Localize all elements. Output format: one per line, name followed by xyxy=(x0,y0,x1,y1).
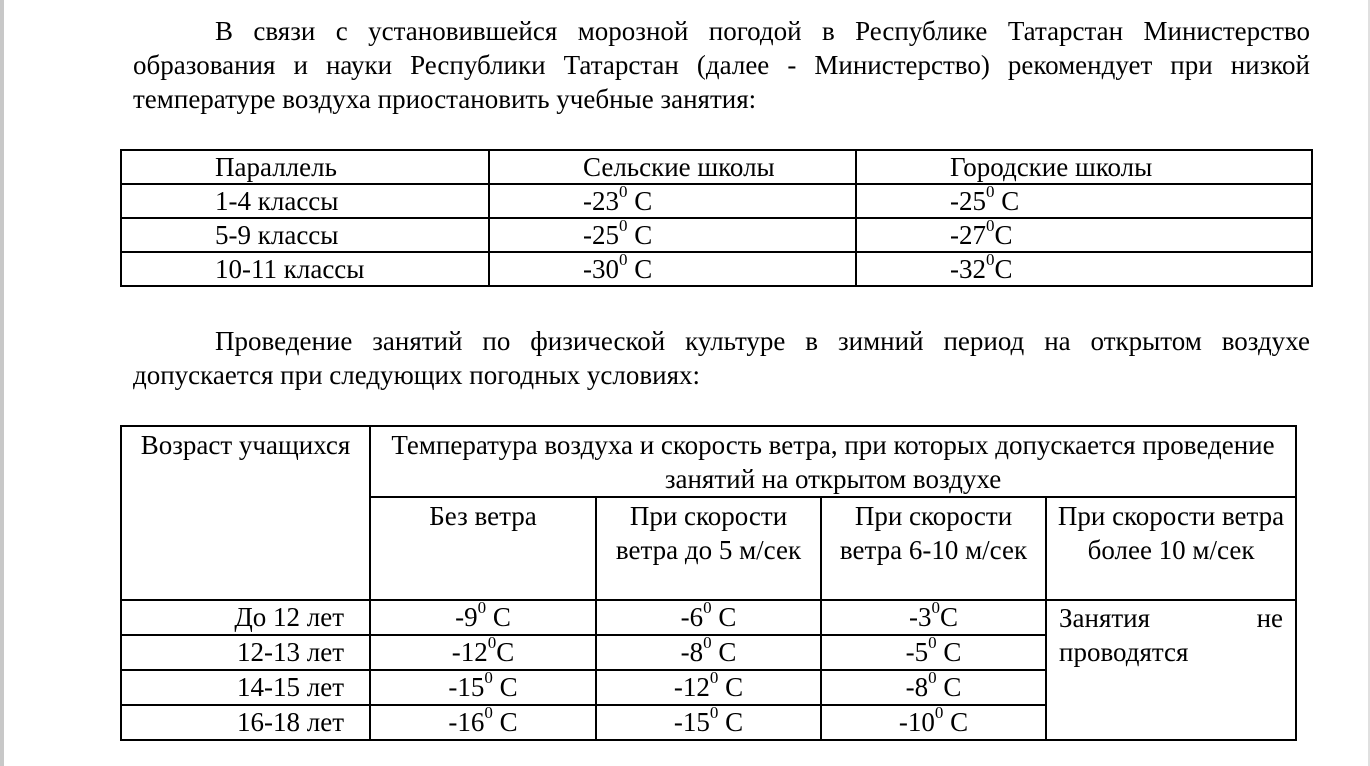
outdoor-pe-conditions-table xyxy=(120,425,1297,741)
header-wind-6-10: При скорости ветра 6-10 м/сек xyxy=(821,497,1046,600)
intro-paragraph-text: В связи с установившейся морозной погодой в Республике Татарстан Министерство образования и науки Республики Татарстан (далее - Министерство) рекомендует при низкой температуре воздуха приостановить учебные занятия: xyxy=(133,16,1310,114)
header-no-wind: Без ветра xyxy=(370,497,596,600)
table-row xyxy=(121,600,1296,635)
rural-temp-cell: $-23^0$ С xyxy=(489,184,856,218)
intro-paragraph xyxy=(133,14,1310,116)
urban-temp-cell: $-27^0С$ xyxy=(856,218,1312,252)
wind-5-cell: $-6^0$ С xyxy=(596,600,821,635)
rural-temp-cell: $-25^0$ С xyxy=(489,218,856,252)
pe-paragraph xyxy=(133,324,1310,392)
grade-cell: 5-9 классы xyxy=(121,218,489,252)
wind-5-cell: $-12^0$ С xyxy=(596,670,821,705)
note-word: проводятся xyxy=(1059,637,1189,667)
wind-5-cell: $-8^0$ С xyxy=(596,635,821,670)
header-age: Возраст учащихся xyxy=(121,426,370,600)
wind-6-10-cell: $-10^0$ С xyxy=(821,705,1046,740)
table-row xyxy=(121,218,1312,252)
no-classes-note xyxy=(1046,600,1296,740)
school-temperature-table xyxy=(120,149,1313,287)
header-urban: Городские школы xyxy=(856,150,1312,184)
table-row xyxy=(121,252,1312,286)
wind-6-10-cell: $-5^0$ С xyxy=(821,635,1046,670)
no-wind-cell: $-12^0С$ xyxy=(370,635,596,670)
page-edge xyxy=(0,0,4,766)
urban-temp-cell: $-32^0С$ xyxy=(856,252,1312,286)
header-wind-up-to-5: При скорости ветра до 5 м/сек xyxy=(596,497,821,600)
age-cell: До 12 лет xyxy=(121,600,370,635)
wind-6-10-cell: $-3^0С$ xyxy=(821,600,1046,635)
no-wind-cell: $-9^0$ С xyxy=(370,600,596,635)
table-row xyxy=(121,184,1312,218)
header-conditions: Температура воздуха и скорость ветра, при которых допускается проведение занятий на открытом воздухе xyxy=(370,426,1296,497)
header-grade: Параллель xyxy=(121,150,489,184)
table-header-row xyxy=(121,150,1312,184)
age-cell: 14-15 лет xyxy=(121,670,370,705)
table-header-row xyxy=(121,426,1296,497)
grade-cell: 10-11 классы xyxy=(121,252,489,286)
age-cell: 12-13 лет xyxy=(121,635,370,670)
note-word: не xyxy=(1256,603,1284,633)
no-wind-cell: $-16^0$ С xyxy=(370,705,596,740)
note-word: Занятия xyxy=(1059,603,1151,633)
wind-6-10-cell: $-8^0$ С xyxy=(821,670,1046,705)
no-wind-cell: $-15^0$ С xyxy=(370,670,596,705)
wind-5-cell: $-15^0$ С xyxy=(596,705,821,740)
header-rural: Сельские школы xyxy=(489,150,856,184)
pe-paragraph-text: Проведение занятий по физической культуре в зимний период на открытом воздухе допускается при следующих погодных условиях: xyxy=(133,326,1310,390)
grade-cell: 1-4 классы xyxy=(121,184,489,218)
header-wind-over-10: При скорости ветра более 10 м/сек xyxy=(1046,497,1296,600)
urban-temp-cell: $-25^0$ С xyxy=(856,184,1312,218)
rural-temp-cell: $-30^0$ С xyxy=(489,252,856,286)
age-cell: 16-18 лет xyxy=(121,705,370,740)
